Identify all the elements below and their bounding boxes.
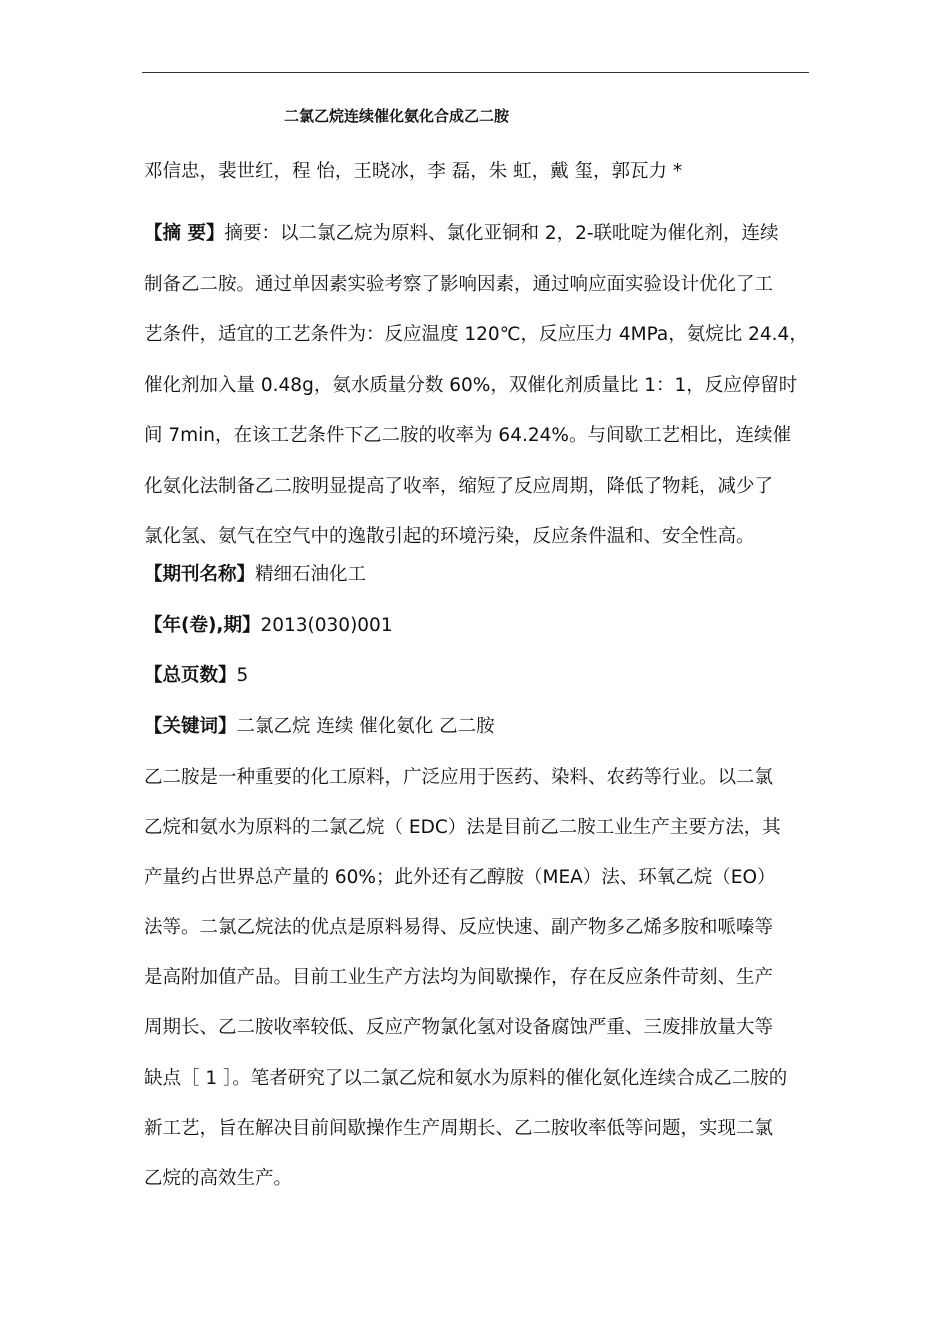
abstract-line: 间 7min，在该工艺条件下乙二胺的收率为 64.24%。与间歇工艺相比，连续催 xyxy=(144,425,791,446)
intro-line: 缺点［ 1 ］。笔者研究了以二氯乙烷和氨水为原料的催化氨化连续合成乙二胺的 xyxy=(144,1067,788,1089)
keywords-field xyxy=(144,713,495,741)
abstract-block xyxy=(144,209,834,563)
journal-value: 精细石油化工 xyxy=(255,564,367,585)
pages-value: 5 xyxy=(236,665,249,686)
intro-line: 法等。二氯乙烷法的优点是原料易得、反应快速、副产物多乙烯多胺和哌嗪等 xyxy=(144,917,774,939)
journal-field xyxy=(144,561,366,589)
intro-line: 周期长、乙二胺收率较低、反应产物氯化氢对设备腐蚀严重、三废排放量大等 xyxy=(144,1017,774,1039)
abstract-line: 制备乙二胺。通过单因素实验考察了影响因素，通过响应面实验设计优化了工 xyxy=(144,273,774,295)
header-rule xyxy=(142,72,809,73)
abstract-line: 氯化氢、氨气在空气中的逸散引起的环境污染，反应条件温和、安全性高。 xyxy=(144,526,755,547)
pages-label: 【总页数】 xyxy=(144,665,237,686)
abstract-line: 催化剂加入量 0.48g，氨水质量分数 60%，双催化剂质量比 1：1，反应停留时 xyxy=(144,374,798,396)
abstract-line xyxy=(144,209,834,260)
keywords-value: 二氯乙烷 连续 催化氨化 乙二胺 xyxy=(236,716,495,737)
abstract-line: 化氨化法制备乙二胺明显提高了收率，缩短了反应周期，降低了物耗，减少了 xyxy=(144,475,774,497)
total-pages-field xyxy=(144,662,248,690)
abstract-text: 摘要：以二氯乙烷为原料、氯化亚铜和 2，2-联吡啶为催化剂，连续 xyxy=(224,223,779,244)
intro-line: 乙烷和氨水为原料的二氯乙烷（ EDC）法是目前乙二胺工业生产主要方法，其 xyxy=(144,817,781,839)
author-list: 邓信忠，裴世红，程 怡，王晓冰，李 磊，朱 虹，戴 玺，郭瓦力 * xyxy=(144,161,683,182)
year-value: 2013(030)001 xyxy=(260,615,393,636)
abstract-label: 【摘 要】 xyxy=(144,223,225,244)
abstract-line: 艺条件，适宜的工艺条件为：反应温度 120℃，反应压力 4MPa，氨烷比 24.4， xyxy=(144,324,808,345)
keywords-label: 【关键词】 xyxy=(144,716,237,737)
year-label: 【年(卷),期】 xyxy=(144,615,261,636)
paper-title: 二氯乙烷连续催化氨化合成乙二胺 xyxy=(284,107,510,125)
intro-line: 乙二胺是一种重要的化工原料，广泛应用于医药、染料、农药等行业。以二氯 xyxy=(144,767,774,788)
intro-line: 新工艺，旨在解决目前间歇操作生产周期长、乙二胺收率低等问题，实现二氯 xyxy=(144,1117,774,1139)
introduction-paragraph xyxy=(144,753,834,1204)
year-volume-issue-field xyxy=(144,612,393,640)
journal-label: 【期刊名称】 xyxy=(144,564,256,585)
intro-line: 是高附加值产品。目前工业生产方法均为间歇操作，存在反应条件苛刻、生产 xyxy=(144,967,774,989)
intro-line: 产量约占世界总产量的 60%；此外还有乙醇胺（MEA）法、环氧乙烷（EO） xyxy=(144,867,776,889)
intro-line: 乙烷的高效生产。 xyxy=(144,1167,293,1189)
